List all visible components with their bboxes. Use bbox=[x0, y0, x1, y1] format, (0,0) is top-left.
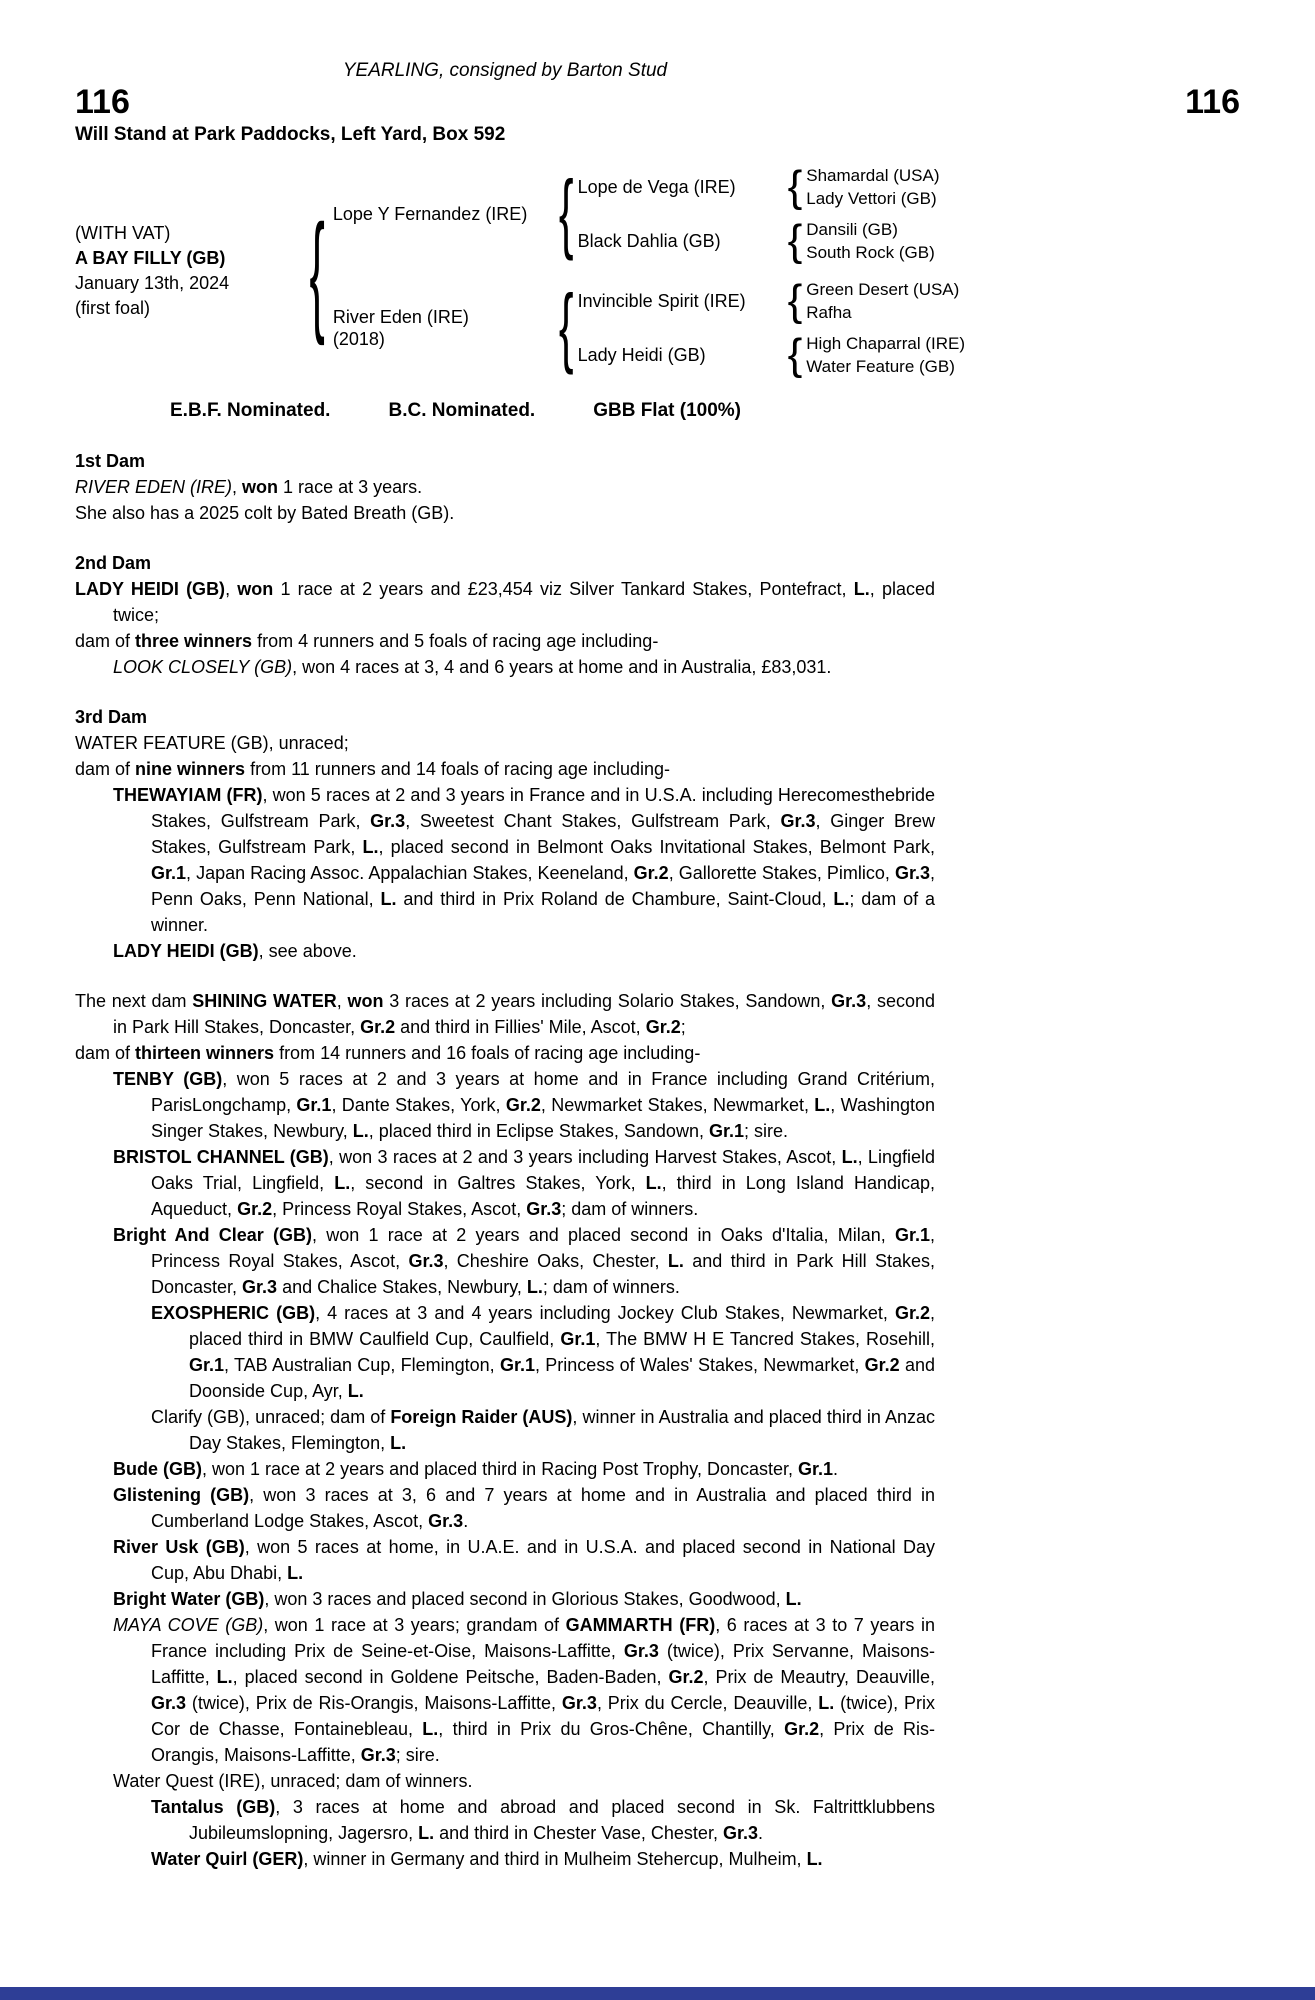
catalogue-paragraph: The next dam SHINING WATER, won 3 races at 2 years including Solario Stakes, Sandown, Gr.3, second in Park Hill Stakes, Doncaster, Gr.2 and third in Fillies' Mile, Ascot, Gr.2; bbox=[75, 991, 935, 1037]
catalogue-paragraph: Tantalus (GB), 3 races at home and abroad and placed second in Sk. Faltrittklubbens Jubileumslopning, Jagersro, L. and third in Chester Vase, Chester, Gr.3. bbox=[151, 1797, 935, 1843]
catalogue-paragraph: Bright And Clear (GB), won 1 race at 2 years and placed second in Oaks d'Italia, Milan, Gr.1, Princess Royal Stakes, Ascot, Gr.3, Cheshire Oaks, Chester, L. and third in Park Hill Stakes, Doncaster, Gr.3 and Chalice Stakes, Newbury, L.; dam of winners. bbox=[113, 1225, 935, 1297]
foal-name: A BAY FILLY (GB) bbox=[75, 248, 226, 268]
granddam-row bbox=[578, 218, 940, 264]
catalogue-paragraph: LOOK CLOSELY (GB), won 4 races at 3, 4 and 6 years at home and in Australia, £83,031. bbox=[113, 657, 832, 677]
nominations-row bbox=[170, 400, 1315, 422]
grandsire-row bbox=[578, 164, 940, 210]
catalogue-paragraph: River Usk (GB), won 5 races at home, in U.A.E. and in U.S.A. and placed second in National Day Cup, Abu Dhabi, L. bbox=[113, 1537, 936, 1583]
grandsire-name: Invincible Spirit (IRE) bbox=[577, 290, 746, 311]
granddam-row bbox=[578, 332, 965, 378]
sire-name: Lope Y Fernandez (IRE) bbox=[332, 204, 528, 224]
great-grandsire-name: Dansili (GB) bbox=[806, 220, 898, 239]
catalogue-paragraph: BRISTOL CHANNEL (GB), won 3 races at 2 and 3 years including Harvest Stakes, Ascot, L., Lingfield Oaks Trial, Lingfield, L., second in Galtres Stakes, York, L., third in Long Island Handicap, Aqueduct, Gr.2, Princess Royal Stakes, Ascot, Gr.3; dam of winners. bbox=[113, 1147, 936, 1219]
pedigree-brace: { bbox=[787, 330, 803, 379]
catalogue-paragraph: LADY HEIDI (GB), see above. bbox=[113, 941, 357, 961]
grandsire-row bbox=[578, 278, 965, 324]
pedigree-brace: { bbox=[787, 276, 803, 325]
pedigree-brace: { bbox=[787, 216, 803, 265]
dam-parents-column bbox=[578, 278, 965, 378]
great-granddam-name: Rafha bbox=[806, 303, 852, 322]
foal-note: (first foal) bbox=[75, 298, 151, 318]
catalogue-paragraph: Glistening (GB), won 3 races at 3, 6 and 7 years at home and in Australia and placed third in Cumberland Lodge Stakes, Ascot, Gr.3. bbox=[113, 1485, 935, 1531]
dam-name bbox=[333, 306, 559, 350]
stand-location-line: Will Stand at Park Paddocks, Left Yard, Box 592 bbox=[75, 124, 506, 145]
great-grandparents-pair bbox=[806, 218, 935, 264]
pedigree-brace: { bbox=[558, 278, 574, 376]
pedigree-brace: { bbox=[558, 164, 574, 262]
great-grandsire-name: Shamardal (USA) bbox=[806, 166, 940, 185]
catalogue-paragraph: THEWAYIAM (FR), won 5 races at 2 and 3 years in France and in U.S.A. including Herecomesthebride Stakes, Gulfstream Park, Gr.3, Sweetest Chant Stakes, Gulfstream Park, Gr.3, Ginger Brew Stakes, Gulfstream Park, L., placed second in Belmont Oaks Invitational Stakes, Belmont Park, Gr.1, Japan Racing Assoc. Appalachian Stakes, Keeneland, Gr.2, Gallorette Stakes, Pimlico, Gr.3, Penn Oaks, Penn National, L. and third in Prix Roland de Chambure, Saint-Cloud, L.; dam of a winner. bbox=[113, 785, 936, 935]
catalogue-paragraph: Bright Water (GB), won 3 races and placed second in Glorious Stakes, Goodwood, L. bbox=[113, 1589, 802, 1609]
catalogue-paragraph: LADY HEIDI (GB), won 1 race at 2 years and £23,454 viz Silver Tankard Stakes, Pontefract, L., placed twice; bbox=[75, 579, 935, 625]
lot-number-left: 116 bbox=[75, 83, 130, 121]
pedigree-table bbox=[75, 164, 965, 378]
sire-subtree bbox=[333, 164, 965, 264]
consignor-line: YEARLING, consigned by Barton Stud bbox=[342, 60, 668, 81]
vat-note: (WITH VAT) bbox=[75, 223, 171, 243]
great-granddam-name: South Rock (GB) bbox=[806, 243, 935, 262]
catalogue-paragraph: Water Quest (IRE), unraced; dam of winners. bbox=[113, 1771, 473, 1791]
dam-year: (2018) bbox=[332, 329, 385, 349]
granddam-name: Lady Heidi (GB) bbox=[577, 344, 706, 365]
granddam-name: Black Dahlia (GB) bbox=[577, 230, 721, 251]
dam-name-text: River Eden (IRE) bbox=[332, 307, 469, 327]
catalogue-paragraph: MAYA COVE (GB), won 1 race at 3 years; grandam of GAMMARTH (FR), 6 races at 3 to 7 years in France including Prix de Seine-et-Oise, Maisons-Laffitte, Gr.3 (twice), Prix Servanne, Maisons-Laffitte, L., placed second in Goldene Peitsche, Baden-Baden, Gr.2, Prix de Meautry, Deauville, Gr.3 (twice), Prix de Ris-Orangis, Maisons-Laffitte, Gr.3, Prix du Cercle, Deauville, L. (twice), Prix Cor de Chasse, Fontainebleau, L., third in Prix du Gros-Chêne, Chantilly, Gr.2, Prix de Ris-Orangis, Maisons-Laffitte, Gr.3; sire. bbox=[113, 1615, 936, 1765]
great-granddam-name: Lady Vettori (GB) bbox=[806, 189, 937, 208]
section-heading: 1st Dam bbox=[75, 451, 146, 471]
pedigree-brace: { bbox=[787, 162, 803, 211]
catalogue-text bbox=[75, 448, 935, 1872]
gbb-nomination: GBB Flat (100%) bbox=[593, 400, 742, 421]
section-heading: 3rd Dam bbox=[75, 707, 148, 727]
catalogue-paragraph: EXOSPHERIC (GB), 4 races at 3 and 4 years including Jockey Club Stakes, Newmarket, Gr.2, placed third in BMW Caulfield Cup, Caulfield, Gr.1, The BMW H E Tancred Stakes, Rosehill, Gr.1, TAB Australian Cup, Flemington, Gr.1, Princess of Wales' Stakes, Newmarket, Gr.2 and Doonside Cup, Ayr, L. bbox=[151, 1303, 936, 1401]
footer-bar bbox=[0, 1987, 1315, 2000]
catalogue-paragraph: dam of three winners from 4 runners and 5 foals of racing age including- bbox=[75, 631, 659, 651]
catalogue-paragraph: WATER FEATURE (GB), unraced; bbox=[75, 733, 349, 753]
grandsire-name: Lope de Vega (IRE) bbox=[577, 176, 736, 197]
sire-parents-column bbox=[578, 164, 940, 264]
foal-details bbox=[75, 221, 309, 321]
catalogue-paragraph: Clarify (GB), unraced; dam of Foreign Raider (AUS), winner in Australia and placed third in Anzac Day Stakes, Flemington, L. bbox=[151, 1407, 935, 1453]
foal-dob: January 13th, 2024 bbox=[75, 273, 230, 293]
catalogue-paragraph: Bude (GB), won 1 race at 2 years and placed third in Racing Post Trophy, Doncaster, Gr.1. bbox=[113, 1459, 839, 1479]
catalogue-paragraph: TENBY (GB), won 5 races at 2 and 3 years at home and in France including Grand Critérium, ParisLongchamp, Gr.1, Dante Stakes, York, Gr.2, Newmarket Stakes, Newmarket, L., Washington Singer Stakes, Newbury, L., placed third in Eclipse Stakes, Sandown, Gr.1; sire. bbox=[113, 1069, 936, 1141]
catalogue-paragraph: dam of thirteen winners from 14 runners and 16 foals of racing age including- bbox=[75, 1043, 701, 1063]
great-grandparents-pair bbox=[806, 164, 939, 210]
pedigree-brace: { bbox=[309, 195, 325, 347]
great-grandsire-name: Green Desert (USA) bbox=[806, 280, 960, 299]
section-heading: 2nd Dam bbox=[75, 553, 152, 573]
great-grandsire-name: High Chaparral (IRE) bbox=[806, 334, 965, 353]
catalogue-paragraph: RIVER EDEN (IRE), won 1 race at 3 years. bbox=[75, 477, 423, 497]
catalogue-paragraph: Water Quirl (GER), winner in Germany and third in Mulheim Stehercup, Mulheim, L. bbox=[151, 1849, 823, 1869]
great-granddam-name: Water Feature (GB) bbox=[806, 357, 955, 376]
bc-nomination: B.C. Nominated. bbox=[388, 400, 536, 421]
great-grandparents-pair bbox=[806, 332, 965, 378]
lot-number-row bbox=[75, 82, 1240, 122]
great-grandparents-pair bbox=[806, 278, 959, 324]
ebf-nomination: E.B.F. Nominated. bbox=[170, 400, 331, 421]
dam-subtree bbox=[333, 278, 965, 378]
catalogue-paragraph: dam of nine winners from 11 runners and 14 foals of racing age including- bbox=[75, 759, 670, 779]
catalogue-paragraph: She also has a 2025 colt by Bated Breath (GB). bbox=[75, 503, 455, 523]
lot-number-right: 116 bbox=[1185, 83, 1240, 121]
generation-1-column bbox=[333, 164, 965, 378]
